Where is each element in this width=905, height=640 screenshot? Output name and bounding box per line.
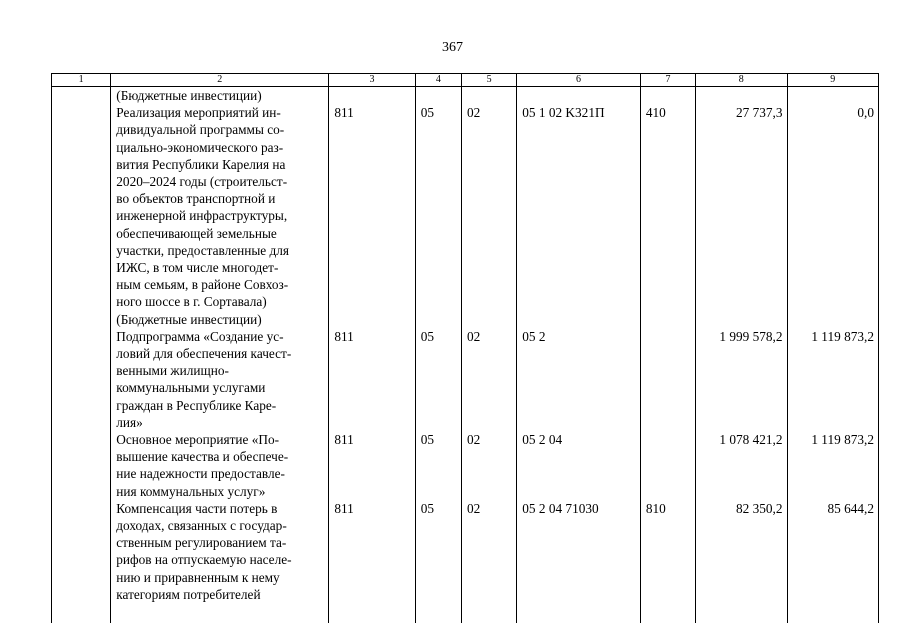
- table-cell-c4: 05: [415, 328, 461, 431]
- table-cell-c1: [52, 500, 111, 623]
- table-cell-c8: [696, 87, 787, 105]
- column-header: 6: [517, 74, 641, 87]
- table-cell-c3: 811: [329, 500, 415, 623]
- table-cell-c2: Основное мероприятие «По- вышение качества и обеспече- ние надежности предоставле- ния коммунальных услуг»: [111, 431, 329, 500]
- column-header: 3: [329, 74, 415, 87]
- table-cell-c5: 02: [461, 328, 516, 431]
- table-cell-c9: 1 119 873,2: [787, 328, 878, 431]
- table-row: [52, 104, 879, 328]
- table-cell-c6: 05 2: [517, 328, 641, 431]
- table-cell-c5: 02: [461, 104, 516, 328]
- table-cell-c8: 1 999 578,2: [696, 328, 787, 431]
- table-cell-c7: [640, 328, 695, 431]
- table-cell-c4: [415, 87, 461, 105]
- table-cell-c1: [52, 431, 111, 500]
- table-cell-c7: [640, 431, 695, 500]
- table-cell-c6: 05 2 04 71030: [517, 500, 641, 623]
- table-cell-c6: [517, 87, 641, 105]
- table-row: [52, 500, 879, 623]
- table-row: [52, 431, 879, 500]
- column-header: 8: [696, 74, 787, 87]
- table-cell-c9: 85 644,2: [787, 500, 878, 623]
- table-cell-c4: 05: [415, 431, 461, 500]
- table-cell-c5: 02: [461, 500, 516, 623]
- column-header: 1: [52, 74, 111, 87]
- table-cell-c2: Компенсация части потерь в доходах, связанных с государ- ственным регулированием та- рифов на отпускаемую населе- нию и приравненным к нему категориям потребителей: [111, 500, 329, 623]
- table-cell-c5: [461, 87, 516, 105]
- table-cell-c2: Подпрограмма «Создание ус- ловий для обеспечения качест- венными жилищно- коммунальными услугами граждан в Республике Каре- лия»: [111, 328, 329, 431]
- table-cell-c3: 811: [329, 104, 415, 328]
- column-header: 2: [111, 74, 329, 87]
- column-header: 5: [461, 74, 516, 87]
- table-cell-c6: 05 1 02 K321П: [517, 104, 641, 328]
- table-cell-c2: (Бюджетные инвестиции): [111, 87, 329, 105]
- table-row: [52, 87, 879, 105]
- table-cell-c8: 27 737,3: [696, 104, 787, 328]
- column-header: 9: [787, 74, 878, 87]
- table-cell-c2: Реализация мероприятий ин- дивидуальной программы со- циально-экономического раз- вития Республики Карелия на 2020–2024 годы (строительст- во объектов транспортной и инженерной инфраструктуры, обеспечивающей земельные участки, предоставленные для ИЖС, в том числе многодет- ным семьям, в районе Совхоз- ного шоссе в г. Сортавала) (Бюджетные инвестиции): [111, 104, 329, 328]
- table-body: [52, 87, 879, 624]
- table-cell-c9: 0,0: [787, 104, 878, 328]
- table-cell-c5: 02: [461, 431, 516, 500]
- table-cell-c4: 05: [415, 104, 461, 328]
- table-cell-c4: 05: [415, 500, 461, 623]
- column-number-row: [52, 74, 879, 87]
- table-cell-c1: [52, 104, 111, 328]
- table-cell-c9: [787, 87, 878, 105]
- table-cell-c1: [52, 87, 111, 105]
- budget-table: [51, 73, 879, 623]
- table-cell-c3: 811: [329, 431, 415, 500]
- table-row: [52, 328, 879, 431]
- column-header: 4: [415, 74, 461, 87]
- page-number: 367: [442, 40, 463, 55]
- table-cell-c3: [329, 87, 415, 105]
- table-cell-c9: 1 119 873,2: [787, 431, 878, 500]
- table-cell-c8: 82 350,2: [696, 500, 787, 623]
- table-cell-c3: 811: [329, 328, 415, 431]
- table-cell-c7: 410: [640, 104, 695, 328]
- table-cell-c6: 05 2 04: [517, 431, 641, 500]
- table-cell-c8: 1 078 421,2: [696, 431, 787, 500]
- column-header: 7: [640, 74, 695, 87]
- table-cell-c1: [52, 328, 111, 431]
- table-cell-c7: [640, 87, 695, 105]
- table-cell-c7: 810: [640, 500, 695, 623]
